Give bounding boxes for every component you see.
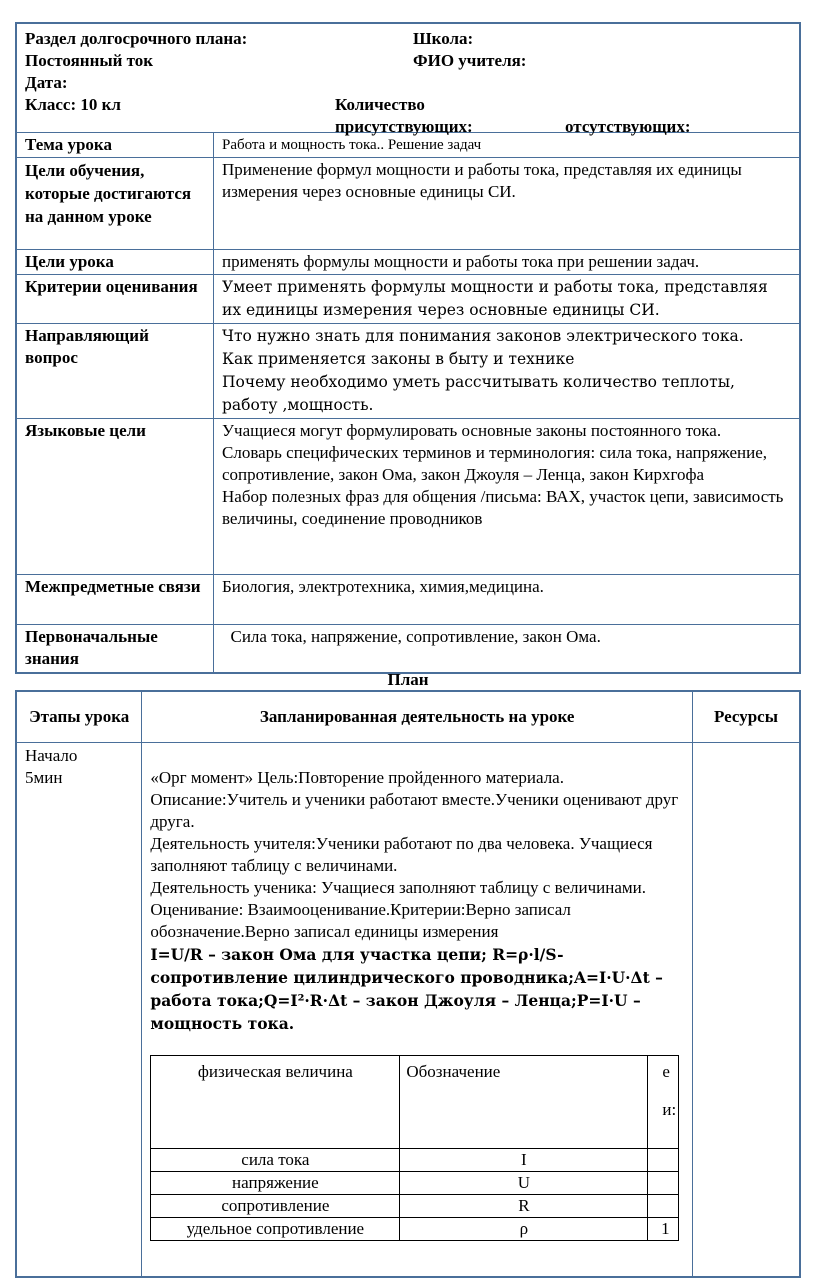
quantity-name: удельное сопротивление [151,1218,400,1241]
row-value-guiding-question [214,324,801,419]
teacher-label: ФИО учителя: [413,51,527,70]
row-value-prior-knowledge [214,625,801,673]
row-label-learning-goals: Цели обучения, которые достигаются на данном уроке [16,158,214,250]
quantity-unit [648,1195,679,1218]
quantity-symbol: R [400,1195,648,1218]
activity-line: Деятельность учителя:Ученики работают по два человека. Учащиеся заполняют таблицу с величинами. [150,834,653,875]
language-line: Набор полезных фраз для общения /письма: ВАХ, участок цепи, зависимость величины, соединение проводников [222,487,784,528]
row-value-topic [214,133,801,158]
quantity-name: сопротивление [151,1195,400,1218]
question-line: Почему необходимо уметь рассчитывать количество теплоты, работу ,мощность. [222,373,735,414]
row-value-learning-goals [214,158,801,250]
quantities-table [150,1055,679,1241]
section-value: Постоянный ток [25,51,154,70]
activity-line: Описание:Учитель и ученики работают вместе.Ученики оценивают друг друга. [150,790,679,831]
class-label: Класс: 10 кл [25,95,121,114]
quantity-unit: 1 [648,1218,679,1241]
quantity-name: напряжение [151,1172,400,1195]
stage-name: Начало [25,746,78,765]
language-line: Учащиеся могут формулировать основные законы постоянного тока. [222,421,722,440]
lesson-goals-text: применять формулы мощности и работы тока при решении задач. [222,252,700,271]
quantity-unit [648,1149,679,1172]
absent-label: отсутствующих: [565,117,691,136]
row-value-lesson-goals [214,250,801,275]
row-label-prior-knowledge: Первоначальные знания [16,625,214,673]
header-cell [16,23,800,136]
col-header-quantity: физическая величина [151,1056,400,1149]
plan-resources-cell [693,743,801,1277]
quantity-unit [648,1172,679,1195]
plan-title: План [387,670,429,689]
row-label-lesson-goals: Цели урока [16,250,214,275]
date-label: Дата: [25,73,68,92]
quantity-name: сила тока [151,1149,400,1172]
row-value-criteria [214,275,801,324]
present-label: присутствующих: [335,117,473,136]
stage-time: 5мин [25,768,63,787]
col-header-symbol: Обозначение [400,1056,648,1149]
quantity-symbol: I [400,1149,648,1172]
row-label-language-goals: Языковые цели [16,419,214,575]
row-label-interdisciplinary: Межпредметные связи [16,575,214,625]
activity-line: Деятельность ученика: Учащиеся заполняют таблицу с величинами. [150,878,647,897]
formulas-text: I=U/R – закон Ома для участка цепи; R=ρ·l/S- сопротивление цилиндрического проводника;A=I·U·Δt – работа тока;Q=I²·R·Δt – закон Джоуля – Ленца;P=I·U – мощность тока. [150,945,663,1033]
language-line: Словарь специфических терминов и терминология: сила тока, напряжение, сопротивление, закон Ома, закон Джоуля – Ленца, закон Кирхгофа [222,443,767,484]
interdisciplinary-text: Биология, электротехника, химия,медицина. [222,577,544,596]
quantity-symbol: ρ [400,1218,648,1241]
quantities-table-clip [150,1055,680,1241]
activity-line: «Орг момент» Цель:Повторение пройденного материала. [150,768,564,787]
criteria-text: Умеет применять формулы мощности и работы тока, представляя их единицы измерения через основные единицы СИ. [222,278,768,319]
plan-table [15,690,801,1278]
plan-header-resources: Ресурсы [693,691,801,743]
prior-knowledge-text: Сила тока, напряжение, сопротивление, закон Ома. [222,627,601,646]
col-header-unit [648,1056,679,1149]
learning-goals-text: Применение формул мощности и работы тока, представляя их единицы измерения через основные единицы СИ. [222,160,742,201]
activity-line: Оценивание: Взаимооценивание.Критерии:Верно записал обозначение.Верно записал единицы измерения [150,900,571,941]
question-line: Как применяется законы в быту и технике [222,350,575,368]
topic-text: Работа и мощность тока.. Решение задач [222,137,482,153]
plan-activity-cell [142,743,693,1277]
school-label: Школа: [413,29,474,48]
plan-header-stages: Этапы урока [16,691,142,743]
unit-header-fragment: и: [662,1100,677,1119]
row-label-guiding-question: Направляющий вопрос [16,324,214,419]
row-value-language-goals [214,419,801,575]
count-label: Количество [335,95,425,114]
plan-stage-cell [16,743,142,1277]
quantity-symbol: U [400,1172,648,1195]
row-label-criteria: Критерии оценивания [16,275,214,324]
row-label-topic: Тема урока [16,133,214,158]
lesson-plan-table [15,22,801,674]
unit-header-fragment: е [662,1062,670,1081]
section-label: Раздел долгосрочного плана: [25,29,248,48]
question-line: Что нужно знать для понимания законов электрического тока. [222,327,744,345]
row-value-interdisciplinary [214,575,801,625]
plan-header-activity: Запланированная деятельность на уроке [142,691,693,743]
